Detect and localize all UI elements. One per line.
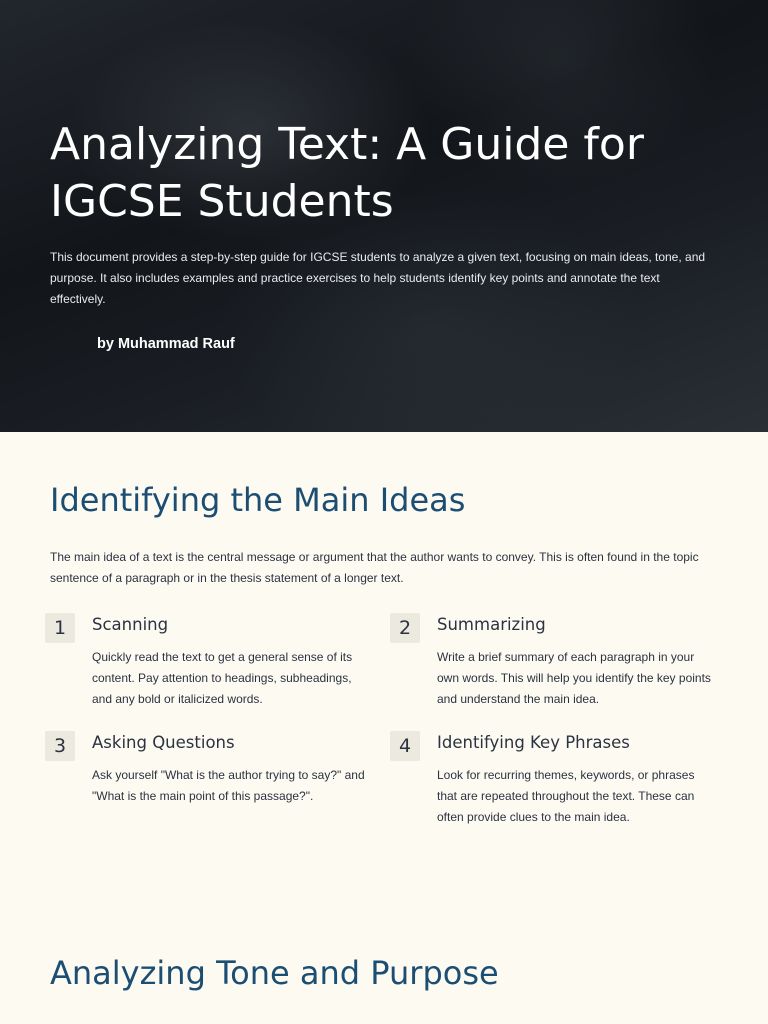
step-text: Quickly read the text to get a general sense of its content. Pay attention to headings, subheadings, and any bold or italicized words.: [92, 650, 353, 706]
step-text: Ask yourself "What is the author trying to say?" and "What is the main point of this passage?".: [92, 768, 365, 803]
step-number-badge: 1: [45, 613, 75, 643]
title-hero: [0, 0, 768, 432]
step-title: Scanning: [92, 615, 169, 634]
step-number-badge: 4: [390, 731, 420, 761]
step-text: Look for recurring themes, keywords, or phrases that are repeated throughout the text. These can often provide clues to the main idea.: [437, 768, 695, 824]
step-number-badge: 3: [45, 731, 75, 761]
step-text: Write a brief summary of each paragraph in your own words. This will help you identify the key points and understand the main idea.: [437, 650, 711, 706]
author-byline: by Muhammad Rauf: [97, 336, 235, 352]
step-number-badge: 2: [390, 613, 420, 643]
step-title: Asking Questions: [92, 733, 235, 752]
step-title: Summarizing: [437, 615, 546, 634]
document-description: This document provides a step-by-step guide for IGCSE students to analyze a given text, focusing on main ideas, tone, and purpose. It also includes examples and practice exercises to help students identify key points and annotate the text effectively.: [50, 250, 706, 306]
document-title: Analyzing Text: A Guide for IGCSE Students: [50, 119, 644, 227]
section-title-main-ideas: Identifying the Main Ideas: [50, 481, 466, 519]
main-ideas-intro: The main idea of a text is the central message or argument that the author wants to convey. This is often found in the topic sentence of a paragraph or in the thesis statement of a longer text.: [50, 550, 699, 585]
section-title-tone-purpose: Analyzing Tone and Purpose: [50, 954, 499, 992]
step-title: Identifying Key Phrases: [437, 733, 630, 752]
